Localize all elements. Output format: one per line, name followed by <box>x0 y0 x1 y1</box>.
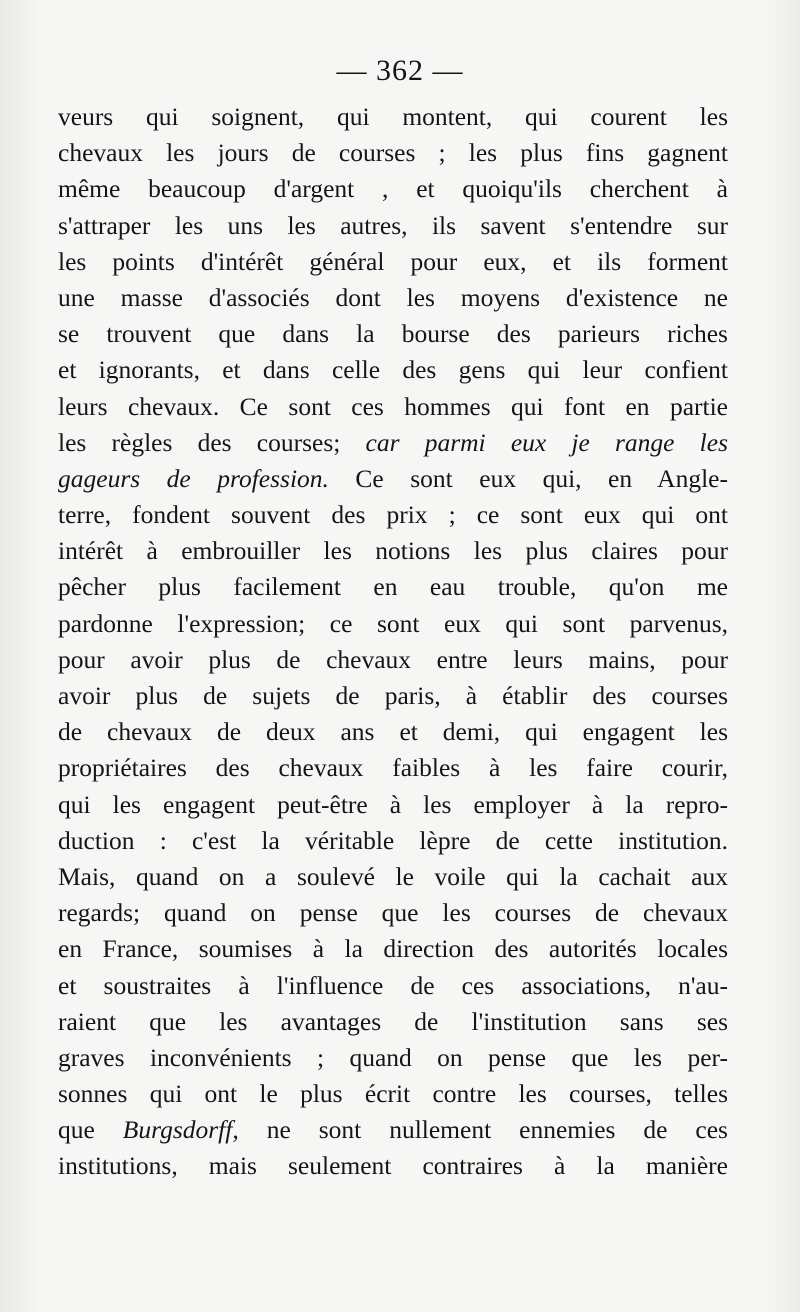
page-number: — 362 — <box>336 54 464 87</box>
text-segment: avoir plus de sujets de paris, à établir des courses <box>58 681 728 710</box>
text-line <box>58 895 728 931</box>
text-line <box>58 533 728 569</box>
text-segment: les points d'intérêt général pour eux, et ils forment <box>58 246 728 276</box>
text-line <box>58 352 728 388</box>
text-segment: intérêt à embrouiller les notions les plus claires pour <box>58 536 728 566</box>
text-line <box>58 569 728 605</box>
text-segment: une masse d'associés dont les moyens d'existence ne <box>58 282 728 312</box>
text-segment: et soustraites à l'influence de ces associations, n'au- <box>58 970 728 1000</box>
text-segment: même beaucoup d'argent , et quoiqu'ils cherchent à <box>58 174 728 204</box>
text-line <box>58 968 728 1004</box>
text-segment: raient que les avantages de l'institution sans ses <box>58 1006 728 1036</box>
text-line <box>58 931 728 967</box>
text-line <box>58 135 728 171</box>
text-segment: propriétaires des chevaux faibles à les faire courir, <box>58 753 728 783</box>
text-line <box>58 750 728 786</box>
italic-text-segment: Burgsdorff, <box>122 1115 239 1145</box>
text-segment: et ignorants, et dans celle des gens qui leur confient <box>58 355 728 385</box>
text-line <box>58 244 728 280</box>
text-segment: pour avoir plus de chevaux entre leurs mains, pour <box>58 644 728 674</box>
text-line <box>58 461 728 497</box>
text-line <box>58 1112 728 1148</box>
text-segment: Mais, quand on a soulevé le voile qui la cachait aux <box>58 861 728 891</box>
text-segment: de chevaux de deux ans et demi, qui engagent les <box>58 717 728 747</box>
text-segment: leurs chevaux. Ce sont ces hommes qui font en partie <box>58 391 728 421</box>
text-segment: regards; quand on pense que les courses de chevaux <box>58 898 728 928</box>
text-line <box>58 171 728 207</box>
text-line <box>58 208 728 244</box>
text-segment: chevaux les jours de courses ; les plus fins gagnent <box>58 138 728 168</box>
text-segment: terre, fondent souvent des prix ; ce sont eux qui ont <box>58 500 728 530</box>
text-line <box>58 714 728 750</box>
text-line <box>58 1076 728 1112</box>
text-segment: ne sont nullement ennemies de ces <box>238 1115 728 1145</box>
body-text <box>58 99 728 1185</box>
text-line <box>58 99 728 135</box>
text-line <box>58 606 728 642</box>
text-segment: institutions, mais seulement contraires à la manière <box>58 1151 728 1181</box>
text-segment: en France, soumises à la direction des autorités locales <box>58 934 728 964</box>
text-line <box>58 823 728 859</box>
text-line <box>58 316 728 352</box>
text-segment: pêcher plus facilement en eau trouble, qu'on me <box>58 572 728 602</box>
text-segment: les règles des courses; <box>58 427 366 457</box>
text-segment: Ce sont eux qui, en Angle- <box>328 463 728 493</box>
italic-text-segment: gageurs de profession. <box>58 463 329 493</box>
text-line <box>58 389 728 425</box>
text-segment: veurs qui soignent, qui montent, qui courent les <box>58 102 728 131</box>
text-segment: pardonne l'expression; ce sont eux qui sont parvenus, <box>58 608 728 638</box>
text-segment: graves inconvénients ; quand on pense que les per- <box>58 1042 728 1072</box>
text-line <box>58 642 728 678</box>
text-line <box>58 280 728 316</box>
text-line <box>58 1148 728 1184</box>
text-segment: se trouvent que dans la bourse des parieurs riches <box>58 319 728 349</box>
text-segment: que <box>58 1115 123 1145</box>
text-line <box>58 678 728 714</box>
text-segment: s'attraper les uns les autres, ils savent s'entendre sur <box>58 210 728 240</box>
text-segment: qui les engagent peut-être à les employer à la repro- <box>58 789 728 819</box>
text-line <box>58 1040 728 1076</box>
text-segment: duction : c'est la véritable lèpre de cette institution. <box>58 825 728 855</box>
text-line <box>58 787 728 823</box>
text-line <box>58 425 728 461</box>
text-line <box>58 497 728 533</box>
italic-text-segment: car parmi eux je range les <box>365 427 728 457</box>
text-segment: sonnes qui ont le plus écrit contre les courses, telles <box>58 1079 728 1109</box>
text-line <box>58 859 728 895</box>
text-line <box>58 1004 728 1040</box>
